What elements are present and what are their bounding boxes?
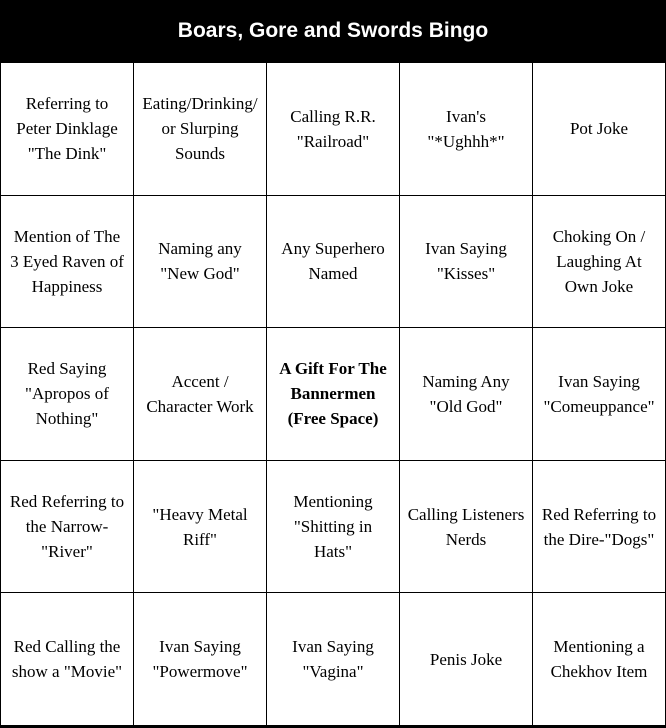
bingo-cell-r5c4 (400, 593, 532, 725)
bingo-cell-text: Choking On / Laughing At Own Joke (552, 226, 646, 296)
bingo-cell-text: Any Superhero Named (281, 239, 385, 284)
bingo-cell-text: Mention of The 3 Eyed Raven of Happiness (10, 226, 124, 296)
bingo-cell-text: Ivan Saying "Vagina" (292, 637, 374, 682)
bingo-cell-text: Calling Listeners Nerds (407, 504, 525, 549)
bingo-cell-r4c4 (400, 461, 532, 593)
bingo-cell-text: Calling R.R. "Railroad" (290, 106, 376, 151)
bingo-cell-r3c2 (134, 328, 266, 460)
bingo-cell-text: Referring to Peter Dinklage "The Dink" (16, 94, 118, 164)
bingo-cell-r2c1 (1, 196, 133, 328)
bingo-cell-r5c5 (533, 593, 665, 725)
bingo-cell-r2c2 (134, 196, 266, 328)
bingo-cell-r1c4 (400, 63, 532, 195)
bingo-cell-text: Mentioning "Shitting in Hats" (293, 492, 373, 562)
bingo-title: Boars, Gore and Swords Bingo (177, 19, 489, 42)
bingo-cell-r5c3 (267, 593, 399, 725)
bingo-cell-text: Red Referring to the Dire-"Dogs" (541, 504, 657, 549)
bingo-cell-text: Ivan Saying "Kisses" (425, 239, 507, 284)
bingo-cell-text: A Gift For The Bannermen (Free Space) (279, 359, 387, 429)
bingo-grid (1, 63, 666, 728)
bingo-cell-text: Red Calling the show a "Movie" (11, 637, 123, 682)
bingo-cell-r4c5 (533, 461, 665, 593)
bingo-cell-r4c3 (267, 461, 399, 593)
bingo-cell-text: "Heavy Metal Riff" (152, 504, 248, 549)
bingo-cell-r5c1 (1, 593, 133, 725)
bingo-cell-r5c2 (134, 593, 266, 725)
bingo-cell-text: Pot Joke (569, 119, 629, 139)
bingo-cell-r1c5 (533, 63, 665, 195)
bingo-free-space (267, 328, 399, 460)
bingo-cell-r4c1 (1, 461, 133, 593)
bingo-cell-text: Red Referring to the Narrow- "River" (9, 492, 125, 562)
bingo-cell-r2c5 (533, 196, 665, 328)
bingo-cell-r3c4 (400, 328, 532, 460)
bingo-cell-text: Accent / Character Work (146, 371, 254, 416)
bingo-cell-text: Naming Any "Old God" (422, 371, 510, 416)
bingo-cell-r2c4 (400, 196, 532, 328)
bingo-cell-r4c2 (134, 461, 266, 593)
bingo-cell-r1c2 (134, 63, 266, 195)
bingo-cell-text: Ivan's "*Ughhh*" (427, 106, 505, 151)
bingo-cell-text: Penis Joke (429, 649, 503, 669)
bingo-cell-text: Eating/Drinking/ or Slurping Sounds (142, 94, 258, 164)
bingo-cell-text: Naming any "New God" (158, 239, 242, 284)
bingo-cell-r2c3 (267, 196, 399, 328)
bingo-cell-text: Ivan Saying "Comeuppance" (543, 371, 655, 416)
bingo-cell-text: Ivan Saying "Powermove" (152, 637, 248, 682)
bingo-cell-r3c5 (533, 328, 665, 460)
bingo-cell-text: Red Saying "Apropos of Nothing" (25, 359, 109, 429)
bingo-cell-r1c3 (267, 63, 399, 195)
bingo-cell-r3c1 (1, 328, 133, 460)
bingo-cell-r1c1 (1, 63, 133, 195)
bingo-cell-text: Mentioning a Chekhov Item (550, 637, 648, 682)
